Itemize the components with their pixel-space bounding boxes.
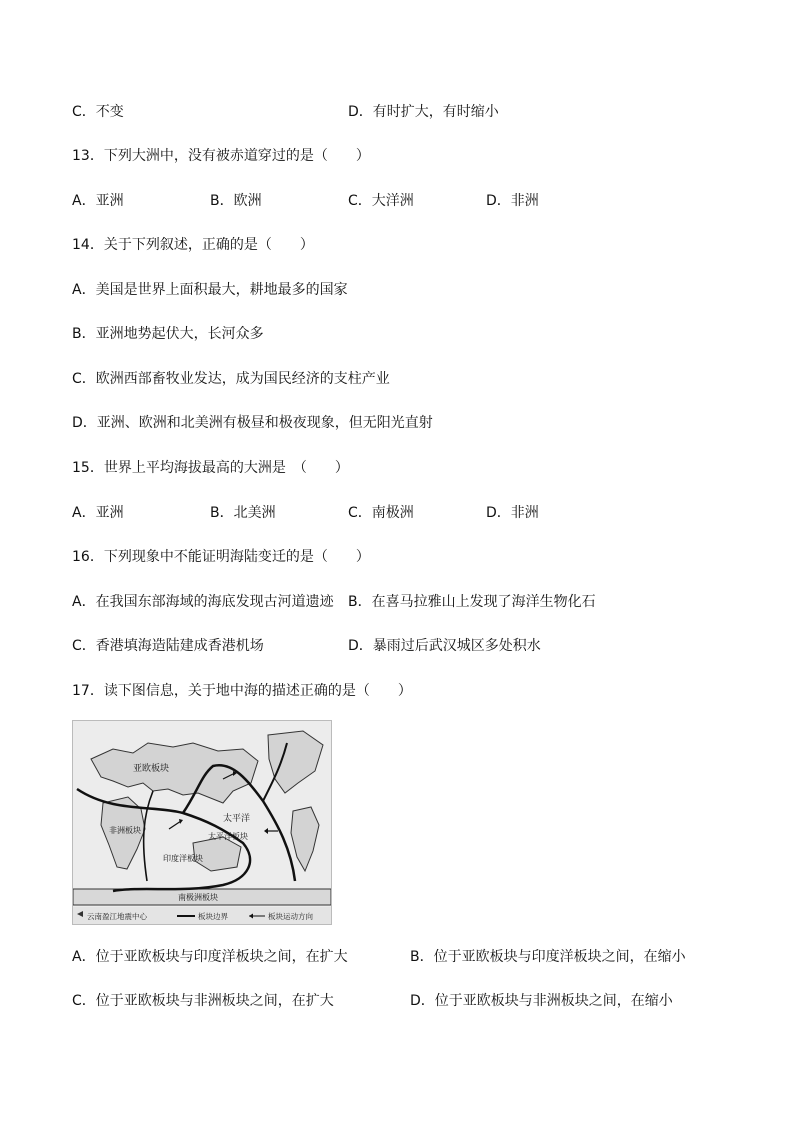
q15-option-b: B．北美洲 (210, 505, 276, 521)
map-legend-motion: 板块运动方向 (268, 912, 313, 921)
map-label-pacific-ocean: 太平洋 (223, 814, 251, 824)
q16-option-a: A．在我国东部海域的海底发现古河道遗迹 (72, 594, 334, 610)
q12-option-c: C．不变 (72, 104, 124, 120)
q16-option-d: D．暴雨过后武汉城区多处积水 (348, 638, 541, 654)
map-graphic (73, 721, 331, 924)
q13-option-b: B．欧洲 (210, 193, 262, 209)
q17-option-c: C．位于亚欧板块与非洲板块之间，在扩大 (72, 993, 334, 1009)
q17-option-d: D．位于亚欧板块与非洲板块之间，在缩小 (410, 993, 673, 1009)
q13-option-d: D．非洲 (486, 193, 539, 209)
q13-option-a: A．亚洲 (72, 193, 124, 209)
map-legend-source: 云南盈江地震中心 (87, 912, 147, 921)
q12-option-d: D．有时扩大，有时缩小 (348, 104, 499, 120)
map-label-eurasian-plate: 亚欧板块 (133, 764, 170, 774)
q14-option-d: D．亚洲、欧洲和北美洲有极昼和极夜现象，但无阳光直射 (72, 415, 433, 431)
q15-option-d: D．非洲 (486, 505, 539, 521)
q14-option-b: B．亚洲地势起伏大，长河众多 (72, 326, 264, 342)
q16-stem: 16．下列现象中不能证明海陆变迁的是（ ） (72, 549, 370, 565)
q13-option-c: C．大洋洲 (348, 193, 414, 209)
q16-option-b: B．在喜马拉雅山上发现了海洋生物化石 (348, 594, 596, 610)
map-label-indian-plate: 印度洋板块 (163, 854, 203, 863)
q17-stem: 17．读下图信息，关于地中海的描述正确的是（ ） (72, 683, 412, 699)
q14-option-a: A．美国是世界上面积最大，耕地最多的国家 (72, 282, 348, 298)
q17-option-b: B．位于亚欧板块与印度洋板块之间，在缩小 (410, 949, 686, 965)
map-label-pacific-plate: 太平洋板块 (208, 832, 248, 841)
q13-stem: 13．下列大洲中，没有被赤道穿过的是（ ） (72, 148, 370, 164)
q14-option-c: C．欧洲西部畜牧业发达，成为国民经济的支柱产业 (72, 371, 390, 387)
plate-tectonics-map (72, 720, 332, 925)
q17-option-a: A．位于亚欧板块与印度洋板块之间，在扩大 (72, 949, 348, 965)
q14-stem: 14．关于下列叙述，正确的是（ ） (72, 237, 314, 253)
q15-stem: 15．世界上平均海拔最高的大洲是 （ ） (72, 460, 349, 476)
map-label-antarctic-plate: 南极洲板块 (178, 893, 218, 902)
map-label-african-plate: 非洲板块 (109, 826, 141, 835)
q16-option-c: C．香港填海造陆建成香港机场 (72, 638, 264, 654)
q15-option-a: A．亚洲 (72, 505, 124, 521)
q15-option-c: C．南极洲 (348, 505, 414, 521)
map-legend-boundary: 板块边界 (198, 912, 228, 921)
